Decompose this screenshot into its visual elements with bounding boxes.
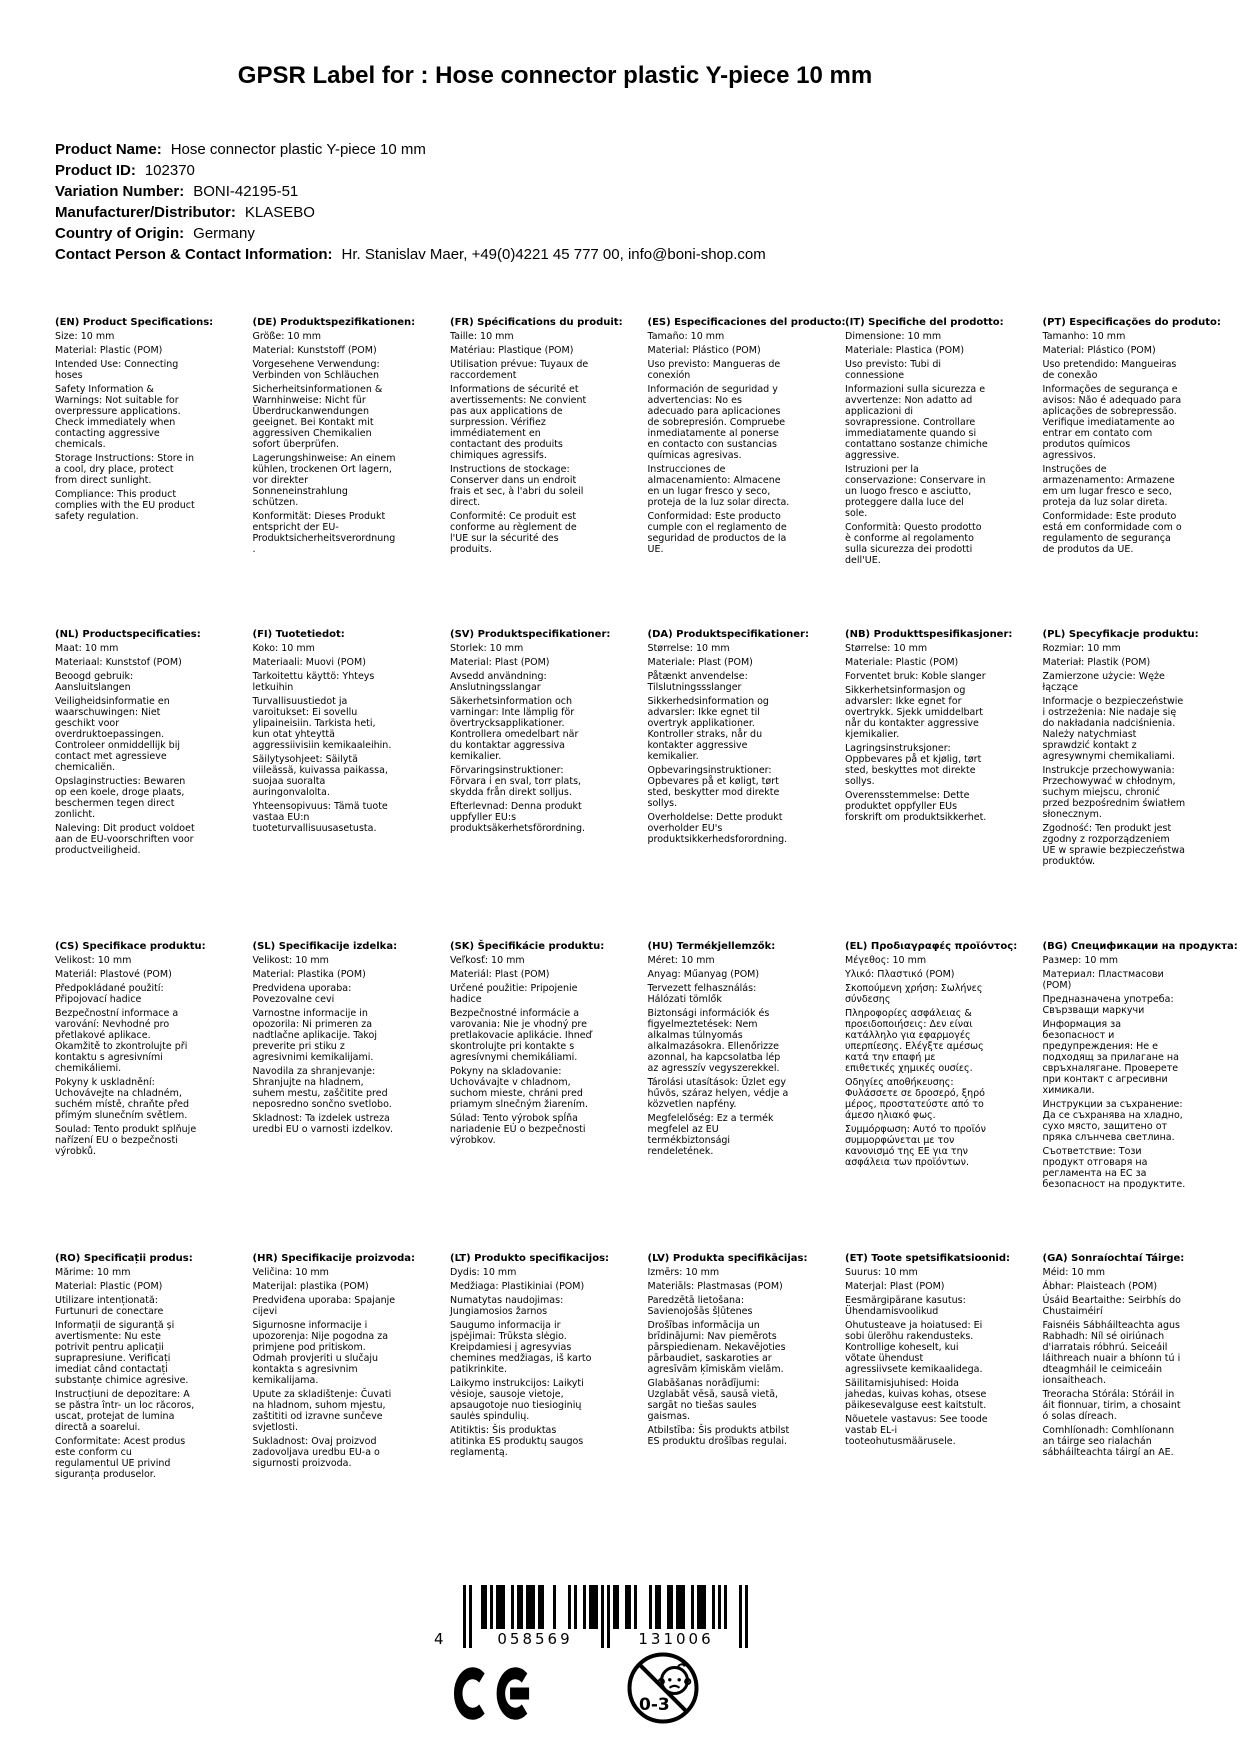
language-block-el bbox=[845, 941, 1018, 1253]
language-block-cs bbox=[55, 941, 206, 1253]
spec-paragraph: Информация за безопасност и предупреждения: Не е подходящ за прилагане на свръхналягане. Проверете при контакт с агресивни химикали. bbox=[1042, 1019, 1179, 1096]
spec-paragraph: Matériau: Plastique (POM) bbox=[450, 345, 574, 356]
language-block-fi bbox=[253, 629, 396, 941]
spec-paragraph: Größe: 10 mm bbox=[252, 331, 322, 342]
spec-paragraph: Atitiktis: Šis produktas atitinka ES produktų saugos reglamentą. bbox=[450, 1425, 584, 1458]
spec-paragraph: Naleving: Dit product voldoet aan de EU-voorschriften voor productveiligheid. bbox=[55, 823, 195, 856]
language-block-pl bbox=[1042, 629, 1199, 941]
spec-paragraph: Tamaño: 10 mm bbox=[647, 331, 725, 342]
spec-paragraph: Skladnost: Ta izdelek ustreza uredbi EU o varnosti izdelkov. bbox=[252, 1113, 393, 1135]
product-info-line bbox=[55, 183, 766, 200]
spec-paragraph: Ohutusteave ja hoiatused: Ei sobi ülerõhu rakendusteks. Kontrollige koheselt, kui võtate ühendust agressiivsete kemikaalidega. bbox=[845, 1320, 983, 1375]
language-block-header: (EL) Προδιαγραφές προϊόντος: bbox=[845, 941, 1018, 952]
spec-paragraph: Overensstemmelse: Dette produktet oppfyller EUs forskrift om produktsikkerhet. bbox=[845, 790, 987, 823]
spec-paragraph: Σκοπούμενη χρήση: Σωλήνες σύνδεσης bbox=[845, 983, 983, 1005]
product-info-value: Hose connector plastic Y-piece 10 mm bbox=[170, 141, 426, 158]
spec-paragraph: Conformidad: Este producto cumple con el reglamento de seguridad de productos de la UE. bbox=[647, 511, 787, 555]
product-info-value: BONI-42195-51 bbox=[193, 183, 299, 200]
language-block-header: (LT) Produkto specifikacijos: bbox=[450, 1253, 610, 1264]
language-block-et bbox=[845, 1253, 1011, 1483]
spec-paragraph: Información de seguridad y advertencias: No es adecuado para aplicaciones de sobrepresión. Compruebe inmediatamente al ponerse en contacto con sustancias químicas agresivas. bbox=[647, 384, 786, 461]
spec-paragraph: Size: 10 mm bbox=[55, 331, 115, 342]
spec-paragraph: Informações de segurança e avisos: Não é adequado para aplicações de sobrepressão. Verifique imediatamente ao entrar em contato com produtos químicos agressivos. bbox=[1042, 384, 1182, 461]
language-block-fr bbox=[450, 317, 623, 629]
product-info-value: Hr. Stanislav Maer, +49(0)4221 45 777 00, info@boni-shop.com bbox=[341, 246, 766, 263]
spec-paragraph: Uso pretendido: Mangueiras de conexão bbox=[1042, 359, 1177, 381]
spec-paragraph: Megfelelőség: Ez a termék megfelel az EU termékbiztonsági rendeletének. bbox=[647, 1113, 774, 1157]
spec-paragraph: Materiāls: Plastmasas (POM) bbox=[647, 1281, 783, 1292]
spec-paragraph: Uso previsto: Mangueras de conexión bbox=[647, 359, 781, 381]
spec-paragraph: Informations de sécurité et avertissements: Ne convient pas aux applications de surpression. Vérifiez immédiatement en contactant des produits chimiques agressifs. bbox=[450, 384, 587, 461]
language-blocks-grid bbox=[55, 317, 1240, 1483]
spec-paragraph: Koko: 10 mm bbox=[252, 643, 315, 654]
spec-paragraph: Съответствие: Този продукт отговаря на регламента на ЕС за безопасност на продуктите. bbox=[1042, 1146, 1186, 1190]
spec-paragraph: Συμμόρφωση: Αυτό το προϊόν συμμορφώνεται με τον κανονισμό της ΕΕ για την ασφάλεια των προϊόντων. bbox=[845, 1124, 986, 1168]
spec-paragraph: Konformität: Dieses Produkt entspricht der EU-Produktsicherheitsverordnung. bbox=[252, 511, 396, 555]
spec-paragraph: Vorgesehene Verwendung: Verbinden von Schläuchen bbox=[252, 359, 380, 381]
spec-paragraph: Forventet bruk: Koble slanger bbox=[845, 671, 986, 682]
spec-paragraph: Taille: 10 mm bbox=[450, 331, 514, 342]
spec-paragraph: Material: Plast (POM) bbox=[450, 657, 550, 668]
spec-paragraph: Informacje o bezpieczeństwie i ostrzeżenia: Nie nadaje się do nakładania nadciśnienia. Należy natychmiast sprawdzić kontakt z agresywnymi chemikaliami. bbox=[1042, 696, 1184, 762]
product-info-label: Country of Origin: bbox=[55, 225, 185, 242]
spec-paragraph: Instrucțiuni de depozitare: A se păstra într- un loc răcoros, uscat, protejat de lumina directă a soarelui. bbox=[55, 1389, 195, 1433]
language-block-header: (IT) Specifiche del prodotto: bbox=[845, 317, 1004, 328]
language-block-bg bbox=[1042, 941, 1238, 1253]
spec-paragraph: Numatytas naudojimas: Jungiamosios žarnos bbox=[450, 1295, 564, 1317]
language-block-header: (PL) Specyfikacje produktu: bbox=[1042, 629, 1199, 640]
spec-paragraph: Yhteensopivuus: Tämä tuote vastaa EU:n tuoteturvallisuusasetusta. bbox=[252, 801, 388, 834]
spec-paragraph: Opbevaringsinstruktioner: Opbevares på et køligt, tørt sted, beskytter mod direkte sollys. bbox=[647, 765, 780, 809]
spec-paragraph: Pokyny k uskladnění: Uchovávejte na chladném, suchém místě, chraňte před přímým slunečním světlem. bbox=[55, 1077, 189, 1121]
spec-paragraph: Ábhar: Plaisteach (POM) bbox=[1042, 1281, 1158, 1292]
spec-paragraph: Sigurnosne informacije i upozorenja: Nije pogodna za primjene pod pritiskom. Odmah provjeriti u slučaju kontakta s agresivnim kemikalijama. bbox=[252, 1320, 389, 1386]
spec-paragraph: Säkerhetsinformation och varningar: Inte lämplig för övertrycksapplikationer. Kontrollera omedelbart när du kontaktar aggressiva kemikalier. bbox=[450, 696, 579, 762]
language-block-header: (FR) Spécifications du produit: bbox=[450, 317, 623, 328]
spec-paragraph: Tervezett felhasználás: Hálózati tömlők bbox=[647, 983, 757, 1005]
spec-paragraph: Predviđena uporaba: Spajanje cijevi bbox=[252, 1295, 396, 1317]
spec-paragraph: Materiale: Plastica (POM) bbox=[845, 345, 965, 356]
spec-paragraph: Conformitate: Acest produs este conform cu regulamentul UE privind siguranța produselor. bbox=[55, 1436, 186, 1480]
spec-paragraph: Méid: 10 mm bbox=[1042, 1267, 1106, 1278]
baby-eye-left bbox=[668, 1678, 671, 1681]
spec-paragraph: Varnostne informacije in opozorila: Ni primeren za nadtlačne aplikacije. Takoj preverite pri stiku z agresivnimi kemikalijami. bbox=[252, 1008, 378, 1063]
product-info-value: Germany bbox=[193, 225, 255, 242]
spec-paragraph: Uso previsto: Tubi di connessione bbox=[845, 359, 942, 381]
spec-paragraph: Méret: 10 mm bbox=[647, 955, 715, 966]
spec-paragraph: Sikkerhedsinformation og advarsler: Ikke egnet til overtryk applikationer. Kontroller straks, når du kontakter aggressive kemikalier. bbox=[647, 696, 769, 762]
spec-paragraph: Předpokládané použití: Připojovací hadice bbox=[55, 983, 164, 1005]
spec-paragraph: Sicherheitsinformationen & Warnhinweise: Nicht für Überdruckanwendungen geeignet. Bei Kontakt mit aggressiven Chemikalien sofort überprüfen. bbox=[252, 384, 383, 450]
spec-paragraph: Maat: 10 mm bbox=[55, 643, 119, 654]
spec-paragraph: Размер: 10 mm bbox=[1042, 955, 1118, 966]
spec-paragraph: Izmērs: 10 mm bbox=[647, 1267, 720, 1278]
spec-paragraph: Veiligheidsinformatie en waarschuwingen: Niet geschikt voor overdruktoepassingen. Controleer onmiddellijk bij contact met agressieve chemicaliën. bbox=[55, 696, 180, 773]
age-warning-label: 0-3 bbox=[639, 1695, 670, 1715]
language-block-ro bbox=[55, 1253, 198, 1483]
language-block-header: (CS) Specifikace produktu: bbox=[55, 941, 206, 952]
language-block-ga bbox=[1043, 1253, 1186, 1483]
product-info-line bbox=[55, 225, 766, 242]
ean-barcode bbox=[420, 1585, 750, 1663]
spec-paragraph: Materiale: Plastic (POM) bbox=[845, 657, 959, 668]
spec-paragraph: Úsáid Beartaithe: Seirbhís do Chustaiméirí bbox=[1042, 1295, 1181, 1317]
spec-paragraph: Dimensione: 10 mm bbox=[845, 331, 942, 342]
language-block-sv bbox=[450, 629, 611, 941]
spec-paragraph: Størrelse: 10 mm bbox=[845, 643, 928, 654]
spec-paragraph: Tarkoitettu käyttö: Yhteys letkuihin bbox=[252, 671, 375, 693]
spec-paragraph: Anyag: Műanyag (POM) bbox=[647, 969, 760, 980]
spec-paragraph: Rozmiar: 10 mm bbox=[1042, 643, 1121, 654]
spec-paragraph: Beoogd gebruik: Aansluitslangen bbox=[55, 671, 134, 693]
baby-face-icon bbox=[662, 1668, 688, 1694]
language-block-de bbox=[252, 317, 416, 629]
product-info-label: Contact Person & Contact Information: bbox=[55, 246, 333, 263]
spec-paragraph: Materjal: Plast (POM) bbox=[845, 1281, 945, 1292]
spec-paragraph: Suurus: 10 mm bbox=[845, 1267, 918, 1278]
product-info-line bbox=[55, 141, 766, 158]
spec-paragraph: Informazioni sulla sicurezza e avvertenze: Non adatto ad applicazioni di sovrapressione. Controllare immediatamente quando si contattano sostanze chimiche aggressive. bbox=[845, 384, 988, 461]
language-block-sk bbox=[450, 941, 605, 1253]
language-block-header: (GA) Sonraíochtaí Táirge: bbox=[1042, 1253, 1185, 1264]
language-block-header: (NL) Productspecificaties: bbox=[55, 629, 201, 640]
spec-paragraph: Πληροφορίες ασφάλειας & προειδοποιήσεις: Δεν είναι κατάλληλο για εφαρμογές υπερπίεσης. Ελέγξτε αμέσως κατά την επαφή με επιθετικές χημικές ουσίες. bbox=[845, 1008, 984, 1074]
language-block-hu bbox=[648, 941, 791, 1253]
spec-paragraph: Material: Kunststoff (POM) bbox=[252, 345, 377, 356]
spec-paragraph: Treoracha Stórála: Stóráil in áit fionnuar, tirim, a chosaint ó solas díreach. bbox=[1042, 1389, 1181, 1422]
language-block-header: (BG) Спецификации на продукта: bbox=[1042, 941, 1238, 952]
spec-paragraph: Materiale: Plast (POM) bbox=[647, 657, 753, 668]
spec-paragraph: Предназначена употреба: Свързващи маркучи bbox=[1042, 994, 1174, 1016]
language-block-pt bbox=[1042, 317, 1221, 629]
spec-paragraph: Utilizare intenționată: Furtunuri de conectare bbox=[55, 1295, 164, 1317]
product-info-label: Product Name: bbox=[55, 141, 162, 158]
product-info-label: Manufacturer/Distributor: bbox=[55, 204, 236, 221]
spec-paragraph: Paredzētā lietošana: Savienojošās šļūtenes bbox=[647, 1295, 753, 1317]
product-info-value: KLASEBO bbox=[244, 204, 315, 221]
spec-paragraph: Biztonsági információk és figyelmeztetések: Nem alkalmas túlnyomás alkalmazásokra. Ellenőrizze azonnal, ha kapcsolatba lép az agresszív vegyszerekkel. bbox=[647, 1008, 781, 1074]
language-block-header: (EN) Product Specifications: bbox=[55, 317, 214, 328]
spec-paragraph: Säilitamisjuhised: Hoida jahedas, kuivas kohas, otsese päikesevalguse eest kaitstult. bbox=[845, 1378, 987, 1411]
spec-paragraph: Navodila za shranjevanje: Shranjujte na hladnem, suhem mestu, zaščitite pred neposredno sončno svetlobo. bbox=[252, 1066, 392, 1110]
spec-paragraph: Medžiaga: Plastikiniai (POM) bbox=[450, 1281, 585, 1292]
spec-paragraph: Conformité: Ce produit est conforme au règlement de l'UE sur la sécurité des produits. bbox=[450, 511, 577, 555]
spec-paragraph: Saugumo informacija ir įspėjimai: Trūksta slėgio. Kreipdamiesi į agresyvias chemines medžiagas, iš karto patikrinkite. bbox=[450, 1320, 592, 1375]
language-block-header: (SL) Specifikacije izdelka: bbox=[252, 941, 398, 952]
spec-paragraph: Glabāšanas norādījumi: Uzglabāt vēsā, sausā vietā, sargāt no tiešas saules gaismas. bbox=[647, 1378, 779, 1422]
spec-paragraph: Soulad: Tento produkt splňuje nařízení EU o bezpečnosti výrobků. bbox=[55, 1124, 197, 1157]
language-block-header: (HU) Termékjellemzők: bbox=[647, 941, 776, 952]
product-info-label: Product ID: bbox=[55, 162, 136, 179]
spec-paragraph: Conformidade: Este produto está em conformidade com o regulamento de segurança de produtos da UE. bbox=[1042, 511, 1182, 555]
spec-paragraph: Material: Plástico (POM) bbox=[647, 345, 761, 356]
language-block-header: (ES) Especificaciones del producto: bbox=[647, 317, 846, 328]
language-block-es bbox=[647, 317, 846, 629]
spec-paragraph: Material: Plastic (POM) bbox=[55, 1281, 163, 1292]
spec-paragraph: Lagerungshinweise: An einem kühlen, trockenen Ort lagern, vor direkter Sonneneinstrahlung schützen. bbox=[252, 453, 396, 508]
language-block-sl bbox=[253, 941, 396, 1253]
spec-paragraph: Istruzioni per la conservazione: Conservare in un luogo fresco e asciutto, proteggere dalla luce del sole. bbox=[845, 464, 986, 519]
spec-paragraph: Material: Plástico (POM) bbox=[1042, 345, 1156, 356]
language-block-nb bbox=[845, 629, 1013, 941]
product-info-line bbox=[55, 162, 766, 179]
spec-paragraph: Tamanho: 10 mm bbox=[1042, 331, 1126, 342]
language-block-header: (SK) Špecifikácie produktu: bbox=[450, 941, 605, 952]
spec-paragraph: Instructions de stockage: Conserver dans un endroit frais et sec, à l'abri du soleil direct. bbox=[450, 464, 584, 508]
spec-paragraph: Súlad: Tento výrobok spĺňa nariadenie EÚ o bezpečnosti výrobkov. bbox=[450, 1113, 586, 1146]
spec-paragraph: Säilytysohjeet: Säilytä viileässä, kuivassa paikassa, suojaa suoralta auringonvalolta. bbox=[252, 754, 388, 798]
barcode-left-digits: 058569 bbox=[497, 1630, 573, 1648]
spec-paragraph: Instrukcje przechowywania: Przechowywać w chłodnym, suchym miejscu, chronić przed bezpośrednim światłem słonecznym. bbox=[1042, 765, 1186, 820]
spec-paragraph: Materijal: plastika (POM) bbox=[252, 1281, 369, 1292]
spec-paragraph: Sikkerhetsinformasjon og advarsler: Ikke egnet for overtrykk. Sjekk umiddelbart når du kontakter aggressive kjemikalier. bbox=[845, 685, 983, 740]
language-block-header: (DE) Produktspezifikationen: bbox=[252, 317, 416, 328]
spec-paragraph: Størrelse: 10 mm bbox=[647, 643, 730, 654]
spec-paragraph: Drošības informācija un brīdinājumi: Nav piemērots pārspiedienam. Nekavējoties pārbaudiet, saskaroties ar agresīvām ķīmiskām vielām. bbox=[647, 1320, 786, 1375]
spec-paragraph: Instrucciones de almacenamiento: Almacene en un lugar fresco y seco, proteja de la luz solar directa. bbox=[647, 464, 790, 508]
spec-paragraph: Safety Information & Warnings: Not suitable for overpressure applications. Check immediately when contacting aggressive chemicals. bbox=[55, 384, 181, 450]
language-block-hr bbox=[252, 1253, 416, 1483]
spec-paragraph: Conformità: Questo prodotto è conforme al regolamento sulla sicurezza dei prodotti dell'UE. bbox=[845, 522, 982, 566]
language-block-lv bbox=[647, 1253, 808, 1483]
language-block-lt bbox=[450, 1253, 610, 1483]
product-info-label: Variation Number: bbox=[55, 183, 185, 200]
spec-paragraph: Eesmärgipärane kasutus: Ühendamisvoolikud bbox=[845, 1295, 966, 1317]
spec-paragraph: Bezpečnostní informace a varování: Nevhodné pro přetlakové aplikace. Okamžitě to zkontrolujte při kontaktu s agresivními chemikáliemi. bbox=[55, 1008, 188, 1074]
language-block-header: (RO) Specificații produs: bbox=[55, 1253, 193, 1264]
spec-paragraph: Material: Plastic (POM) bbox=[55, 345, 163, 356]
spec-paragraph: Turvallisuustiedot ja varoitukset: Ei sovellu ylipaineisiin. Tarkista heti, kun otat yhteyttä aggressiivisiin kemikaaleihin. bbox=[252, 696, 392, 751]
spec-paragraph: Velikost: 10 mm bbox=[252, 955, 329, 966]
spec-paragraph: Compliance: This product complies with the EU product safety regulation. bbox=[55, 489, 195, 522]
language-block-da bbox=[647, 629, 809, 941]
spec-paragraph: Материал: Пластмасови (POM) bbox=[1042, 969, 1164, 991]
spec-paragraph: Opslaginstructies: Bewaren op een koele, droge plaats, beschermen tegen direct zonlicht. bbox=[55, 776, 186, 820]
spec-paragraph: Dydis: 10 mm bbox=[450, 1267, 517, 1278]
spec-paragraph: Οδηγίες αποθήκευσης: Φυλάσσετε σε δροσερό, ξηρό μέρος, προστατεύστε από το άμεσο ηλιακό φως. bbox=[845, 1077, 985, 1121]
spec-paragraph: Materiál: Plast (POM) bbox=[450, 969, 550, 980]
spec-paragraph: Sukladnost: Ovaj proizvod zadovoljava uredbu EU-a o sigurnosti proizvoda. bbox=[252, 1436, 380, 1469]
product-info-line bbox=[55, 204, 766, 221]
language-block-nl bbox=[55, 629, 201, 941]
product-info-value: 102370 bbox=[144, 162, 195, 179]
spec-paragraph: Faisnéis Sábháilteachta agus Rabhadh: Níl sé oiriúnach d'iarratais róbhrú. Seiceáil láithreach nuair a bhíonn tú i dteagmháil le ceimiceáin ionsaitheach. bbox=[1042, 1320, 1181, 1386]
language-block-header: (LV) Produkta specifikācijas: bbox=[647, 1253, 808, 1264]
spec-paragraph: Påtænkt anvendelse: Tilslutningssslanger bbox=[647, 671, 748, 693]
language-block-en bbox=[55, 317, 214, 629]
language-block-header: (HR) Specifikacije proizvoda: bbox=[252, 1253, 416, 1264]
language-block-header: (NB) Produkttspesifikasjoner: bbox=[845, 629, 1013, 640]
language-block-header: (ET) Toote spetsifikatsioonid: bbox=[845, 1253, 1011, 1264]
product-info bbox=[55, 141, 766, 267]
spec-paragraph: Veličina: 10 mm bbox=[252, 1267, 329, 1278]
spec-paragraph: Utilisation prévue: Tuyaux de raccordement bbox=[450, 359, 589, 381]
spec-paragraph: Upute za skladištenje: Čuvati na hladnom, suhom mjestu, zaštititi od izravne sunčeve svjetlosti. bbox=[252, 1389, 392, 1433]
spec-paragraph: Atbilstība: Šis produkts atbilst ES produktu drošības regulai. bbox=[647, 1425, 790, 1447]
spec-paragraph: Tárolási utasítások: Üzlet egy hűvös, száraz helyen, védje a közvetlen napfény. bbox=[647, 1077, 789, 1110]
spec-paragraph: Informații de siguranță și avertismente: Nu este potrivit pentru aplicații suprapresiune. Verificați imediat când contactați substanțe chimice agresive. bbox=[55, 1320, 189, 1386]
spec-paragraph: Materiał: Plastik (POM) bbox=[1042, 657, 1151, 668]
language-block-it bbox=[845, 317, 1004, 629]
spec-paragraph: Laikymo instrukcijos: Laikyti vėsioje, sausoje vietoje, apsaugotoje nuo tiesioginių saulės spindulių. bbox=[450, 1378, 584, 1422]
spec-paragraph: Comhlíonadh: Comhlíonann an táirge seo rialachán sábháilteachta táirgí an AE. bbox=[1042, 1425, 1175, 1458]
spec-paragraph: Mărime: 10 mm bbox=[55, 1267, 131, 1278]
spec-paragraph: Efterlevnad: Denna produkt uppfyller EU:s produktsäkerhetsförordning. bbox=[450, 801, 586, 834]
spec-paragraph: Υλικό: Πλαστικό (POM) bbox=[845, 969, 955, 980]
spec-paragraph: Zgodność: Ten produkt jest zgodny z rozporządzeniem UE w sprawie bezpieczeństwa produktów. bbox=[1042, 823, 1185, 867]
page-title: GPSR Label for : Hose connector plastic Y-piece 10 mm bbox=[237, 62, 873, 89]
product-info-line bbox=[55, 246, 766, 263]
spec-paragraph: Nõuetele vastavus: See toode vastab EL-i tooteohutusmäärusele. bbox=[845, 1414, 988, 1447]
spec-paragraph: Velikost: 10 mm bbox=[55, 955, 132, 966]
language-block-header: (SV) Produktspecifikationer: bbox=[450, 629, 611, 640]
spec-paragraph: Förvaringsinstruktioner: Förvara i en sval, torr plats, skydda från direkt solljus. bbox=[450, 765, 582, 798]
baby-eye-right bbox=[678, 1678, 681, 1681]
spec-paragraph: Avsedd användning: Anslutningsslangar bbox=[450, 671, 547, 693]
spec-paragraph: Μέγεθος: 10 mm bbox=[845, 955, 927, 966]
spec-paragraph: Overholdelse: Dette produkt overholder EU's produktsikkerhedsforordning. bbox=[647, 812, 788, 845]
spec-paragraph: Materiaal: Kunststof (POM) bbox=[55, 657, 182, 668]
spec-paragraph: Bezpečnostné informácie a varovania: Nie je vhodný pre pretlakovacie aplikácie. Ihneď skontrolujte pri kontakte s agresívnymi chemikáliami. bbox=[450, 1008, 592, 1063]
spec-paragraph: Storage Instructions: Store in a cool, dry place, protect from direct sunlight. bbox=[55, 453, 194, 486]
spec-paragraph: Pokyny na skladovanie: Uchovávajte v chladnom, suchom mieste, chráni pred priamym slnečným žiarením. bbox=[450, 1066, 589, 1110]
age-warning-icon bbox=[626, 1651, 700, 1725]
language-block-header: (FI) Tuotetiedot: bbox=[252, 629, 345, 640]
spec-paragraph: Intended Use: Connecting hoses bbox=[55, 359, 179, 381]
spec-paragraph: Materiaali: Muovi (POM) bbox=[252, 657, 366, 668]
barcode-right-digits: 131006 bbox=[638, 1630, 714, 1648]
spec-paragraph: Инструкции за съхранение: Да се съхранява на хладно, сухо място, защитено от пряка слънчева светлина. bbox=[1042, 1099, 1183, 1143]
spec-paragraph: Storlek: 10 mm bbox=[450, 643, 524, 654]
spec-paragraph: Instruções de armazenamento: Armazene em um lugar fresco e seco, proteja da luz solar direta. bbox=[1042, 464, 1175, 508]
ce-mark-icon bbox=[453, 1665, 535, 1722]
language-block-header: (DA) Produktspecifikationer: bbox=[647, 629, 809, 640]
spec-paragraph: Veľkosť: 10 mm bbox=[450, 955, 525, 966]
spec-paragraph: Zamierzone użycie: Węże łączące bbox=[1042, 671, 1165, 693]
spec-paragraph: Material: Plastika (POM) bbox=[252, 969, 366, 980]
language-block-header: (PT) Especificações do produto: bbox=[1042, 317, 1221, 328]
spec-paragraph: Určené použitie: Pripojenie hadice bbox=[450, 983, 578, 1005]
spec-paragraph: Predvidena uporaba: Povezovalne cevi bbox=[252, 983, 352, 1005]
barcode-first-digit: 4 bbox=[434, 1630, 444, 1648]
spec-paragraph: Lagringsinstruksjoner: Oppbevares på et kjølig, tørt sted, beskyttes mot direkte sollys. bbox=[845, 743, 982, 787]
spec-paragraph: Materiál: Plastové (POM) bbox=[55, 969, 172, 980]
